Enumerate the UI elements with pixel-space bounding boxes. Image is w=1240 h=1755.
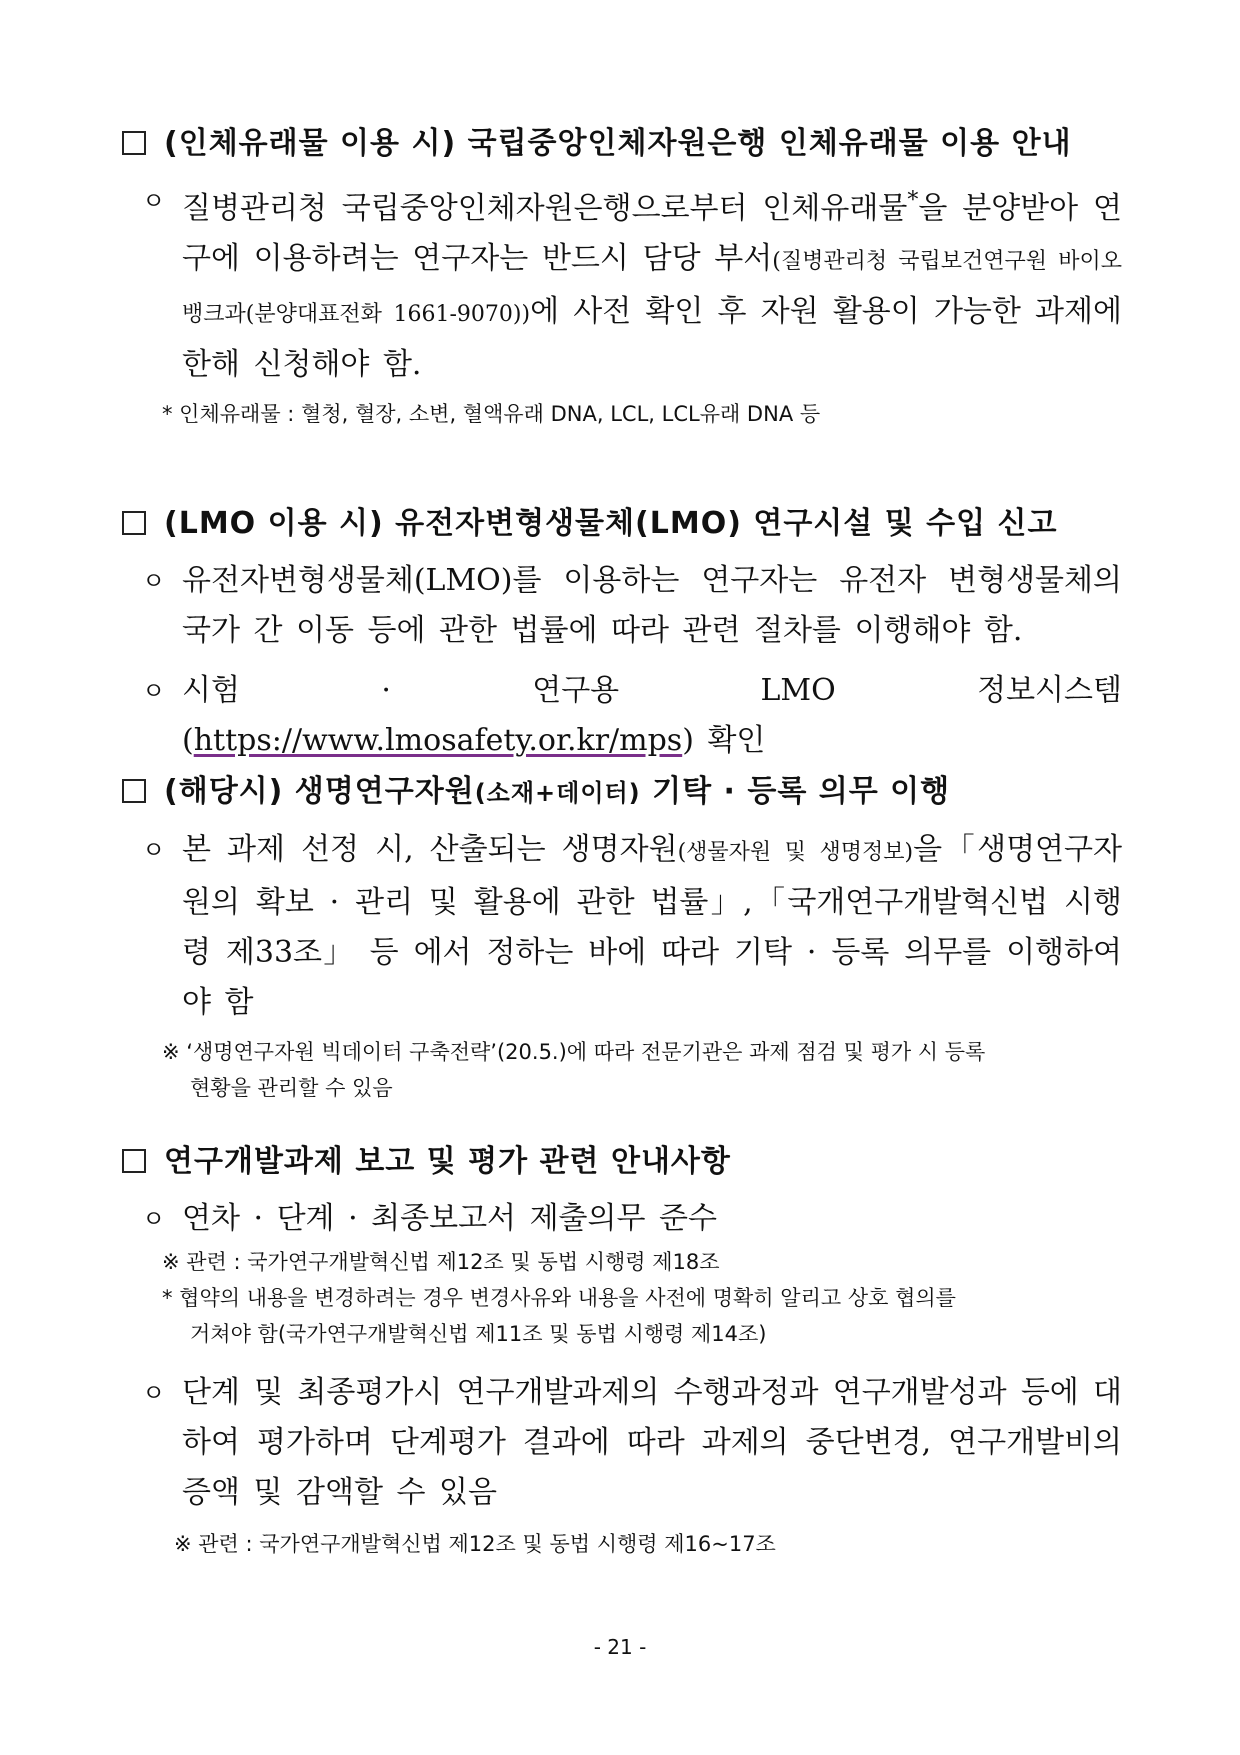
footnote: * 인체유래물 : 혈청, 혈장, 소변, 혈액유래 DNA, LCL, LCL유래 DNA 등 <box>162 402 821 426</box>
checkbox-square-icon <box>122 779 146 803</box>
list-item <box>122 176 1122 390</box>
item-text: 본 과제 선정 시, 산출되는 생명자원(생물자원 및 생명정보)을「생명연구자원의 확보 · 관리 및 활용에 관한 법률」,「국개연구개발혁신법 시행령 제33조」 등 에서 정하는 바에 따라 기탁 · 등록 의무를 이행하여야 함 <box>182 832 1122 1020</box>
bullet-circle-icon: ㅇ <box>142 677 166 705</box>
section-heading: (LMO 이용 시) 유전자변형생물체(LMO) 연구시설 및 수입 신고 <box>122 502 1122 546</box>
item-text: 유전자변형생물체(LMO)를 이용하는 연구자는 유전자 변형생물체의 국가 간 이동 등에 관한 법률에 따라 관련 절차를 이행해야 함. <box>182 563 1122 648</box>
list-item <box>122 825 1122 1028</box>
list-item <box>122 1368 1122 1518</box>
section-bioresource-deposit <box>122 770 1122 1106</box>
reference-note: ※ 관련 : 국가연구개발혁신법 제12조 및 동법 시행령 제16~17조 <box>174 1532 776 1556</box>
item-text: 질병관리청 국립중앙인체자원은행으로부터 인체유래물*을 분양받아 연구에 이용하려는 연구자는 반드시 담당 부서(질병관리청 국립보건연구원 바이오뱅크과(분양대표전화 1661-9070))에 사전 확인 후 자원 활용이 가능한 과제에 한해 신청해야 함. <box>182 188 1123 382</box>
item-text: 시험 · 연구용 LMO 정보시스템(https://www.lmosafety.or.kr/mps) 확인 <box>182 673 1122 758</box>
item-text: 연차 · 단계 · 최종보고서 제출의무 준수 <box>182 1201 717 1236</box>
reference-note: ※ ‘생명연구자원 빅데이터 구축전략’(20.5.)에 따라 전문기관은 과제 점검 및 평가 시 등록 현황을 관리할 수 있음 <box>162 1040 986 1100</box>
bullet-circle-icon: ㅇ <box>142 836 166 864</box>
section-heading: (해당시) 생명연구자원(소재+데이터) 기탁 · 등록 의무 이행 <box>122 770 1122 815</box>
item-text: 단계 및 최종평가시 연구개발과제의 수행과정과 연구개발성과 등에 대하여 평가하며 단계평가 결과에 따라 과제의 중단변경, 연구개발비의 증액 및 감액할 수 있음 <box>182 1375 1122 1510</box>
checkbox-square-icon <box>122 131 146 155</box>
bullet-circle-icon: ㅇ <box>142 1205 166 1233</box>
list-item <box>122 556 1122 656</box>
footnote: * 협약의 내용을 변경하려는 경우 변경사유와 내용을 사전에 명확히 알리고 상호 협의를 거쳐야 함(국가연구개발혁신법 제11조 및 동법 시행령 제14조) <box>162 1286 956 1346</box>
section-lmo <box>122 502 1122 766</box>
list-item <box>122 1194 1122 1244</box>
section-report-evaluation <box>122 1140 1122 1562</box>
section-human-biospecimen <box>122 122 1122 432</box>
list-item <box>122 666 1122 766</box>
lmo-info-system-link[interactable]: https://www.lmosafety.or.kr/mps <box>193 723 683 758</box>
bullet-circle-icon: ㅇ <box>142 567 166 595</box>
bullet-circle-icon: ㅇ <box>142 1379 166 1407</box>
reference-note: ※ 관련 : 국가연구개발혁신법 제12조 및 동법 시행령 제18조 <box>162 1250 720 1274</box>
bullet-circle-icon: ㅇ <box>142 187 166 215</box>
section-heading: (인체유래물 이용 시) 국립중앙인체자원은행 인체유래물 이용 안내 <box>122 122 1122 166</box>
checkbox-square-icon <box>122 511 146 535</box>
page-number: - 21 - <box>593 1635 647 1659</box>
checkbox-square-icon <box>122 1149 146 1173</box>
section-heading: 연구개발과제 보고 및 평가 관련 안내사항 <box>122 1140 1122 1184</box>
